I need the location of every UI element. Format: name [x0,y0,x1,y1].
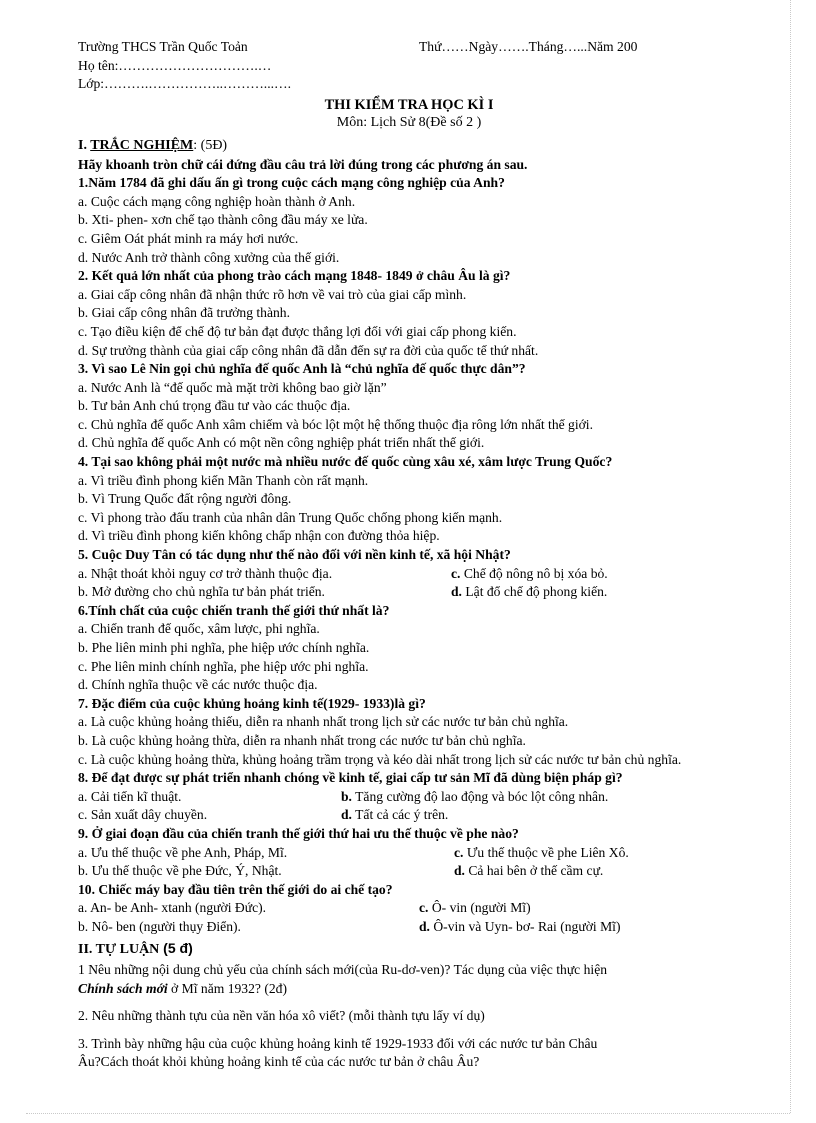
question-4: 4. Tại sao không phải một nước mà nhiều nước đế quốc cùng xâu xé, xâm lược Trung Quốc? [78,454,613,470]
question-10: 10. Chiếc máy bay đầu tiên trên thế giới do ai chế tạo? [78,881,393,897]
question-6: 6.Tính chất của cuộc chiến tranh thế giới thứ nhất là? [78,602,390,618]
class-line: Lớp:……….……………..………...…. [78,76,291,92]
answer-option[interactable] [451,565,608,584]
page-edge-bottom [26,1113,790,1114]
answer-option[interactable]: a. Ưu thế thuộc về phe Anh, Pháp, Mĩ. [78,844,288,860]
answer-option-row [78,806,740,825]
answer-option[interactable]: b. Phe liên minh phi nghĩa, phe hiệp ước chính nghĩa. [78,640,370,655]
answer-option[interactable]: d. Nước Anh trở thành công xưởng của thế giới. [78,249,340,265]
answer-option[interactable]: b. Là cuộc khủng hoảng thừa, diễn ra nhanh nhất trong các nước tư bản chủ nghĩa. [78,732,526,748]
option-letter: c. [451,565,461,581]
question-9: 9. Ở giai đoạn đầu của chiến tranh thế giới thứ hai ưu thế thuộc về phe nào? [78,825,519,841]
answer-option[interactable]: a. Cải tiến kĩ thuật. [78,788,182,804]
question-3: 3. Vì sao Lê Nin gọi chủ nghĩa đế quốc Anh là “chủ nghĩa đế quốc thực dân”? [78,361,526,377]
essay-question-1-line2 [78,980,740,999]
policy-name: Chính sách mới [78,980,168,996]
answer-option[interactable]: c. Giêm Oát phát minh ra máy hơi nước. [78,230,299,246]
answer-option[interactable]: a. Nhật thoát khỏi nguy cơ trở thành thuộc địa. [78,565,333,581]
answer-option[interactable]: b. Ưu thế thuộc về phe Đức, Ý, Nhật. [78,863,282,879]
answer-option[interactable]: a. Cuộc cách mạng công nghiệp hoàn thành ở Anh. [78,193,356,209]
answer-option[interactable]: c. Tạo điều kiện để chế độ tư bản đạt được thắng lợi đối với giai cấp phong kiến. [78,323,517,339]
answer-option[interactable]: b. Tư bản Anh chú trọng đầu tư vào các thuộc địa. [78,398,351,414]
answer-option[interactable]: a. Chiến tranh đế quốc, xâm lược, phi nghĩa. [78,621,320,637]
part1-title: TRẮC NGHIỆM [90,137,194,153]
part1-number: I. [78,137,91,153]
question-7: 7. Đặc điểm của cuộc khủng hoảng kinh tế(1929- 1933)là gì? [78,695,426,711]
essay-question-3-line2: Âu?Cách thoát khỏi khủng hoảng kinh tế của các nước tư bản ở châu Âu? [78,1054,480,1070]
question-list [78,174,740,936]
answer-option[interactable]: d. Sự trưởng thành của giai cấp công nhân đã dẫn đến sự ra đời của quốc tế thứ nhất. [78,342,539,358]
part2-heading [78,939,740,960]
answer-option[interactable] [419,918,620,937]
option-text: Tăng cường độ lao động và bóc lột công nhân. [351,788,609,804]
question-1: 1.Năm 1784 đã ghi dấu ấn gì trong cuộc cách mạng công nghiệp của Anh? [78,175,505,191]
answer-option[interactable]: c. Vì phong trào đấu tranh của nhân dân Trung Quốc chống phong kiến mạnh. [78,509,503,525]
option-letter: b. [341,788,352,804]
option-text: Lật đổ chế độ phong kiến. [461,584,608,600]
answer-option[interactable]: d. Chính nghĩa thuộc về các nước thuộc địa. [78,677,318,693]
answer-option-row [78,899,740,918]
answer-option[interactable]: c. Phe liên minh chính nghĩa, phe hiệp ước phi nghĩa. [78,658,369,674]
answer-option[interactable]: c. Chủ nghĩa đế quốc Anh xâm chiếm và bóc lột một hệ thống thuộc địa rông lớn nhất thế giới. [78,416,593,432]
option-letter: d. [451,584,462,600]
question-8: 8. Để đạt được sự phát triển nhanh chóng về kinh tế, giai cấp tư sản Mĩ đã dùng biện pháp gì? [78,770,623,786]
answer-option[interactable]: a. Giai cấp công nhân đã nhận thức rõ hơn về vai trò của giai cấp mình. [78,286,467,302]
part1-heading [78,137,740,156]
question-2: 2. Kết quả lớn nhất của phong trào cách mạng 1848- 1849 ở châu Âu là gì? [78,268,511,284]
answer-option[interactable]: d. Vì triều đình phong kiến không chấp nhận con đường thỏa hiệp. [78,528,440,544]
option-letter: d. [419,918,430,934]
answer-option[interactable]: a. Nước Anh là “đế quốc mà mặt trời không bao giờ lặn” [78,379,387,395]
option-text: Ô- vin (người Mĩ) [428,900,531,916]
answer-option[interactable]: a. Vì triều đình phong kiến Mãn Thanh còn rất mạnh. [78,472,369,488]
student-name-line: Họ tên:………………………….… [78,57,272,73]
answer-option[interactable]: c. Là cuộc khủng hoảng thừa, khủng hoảng trầm trọng và kéo dài nhất trong lịch sử các nước tư bản chủ nghĩa. [78,751,682,767]
exam-subtitle: Môn: Lịch Sử 8(Đề số 2 ) [336,115,482,131]
answer-option[interactable]: b. Nô- ben (người thụy Điển). [78,918,241,934]
answer-option[interactable] [341,806,448,825]
part1-score: : (5Đ) [193,137,228,153]
answer-option[interactable] [454,844,629,863]
part1-instruction: Hãy khoanh tròn chữ cái đứng đầu câu trả lời đúng trong các phương án sau. [78,156,528,172]
answer-option[interactable] [451,583,607,602]
essay-question-1-rest: ở Mĩ năm 1932? (2đ) [167,980,287,996]
part2-score: (5 đ) [159,939,193,956]
option-text: Ưu thế thuộc về phe Liên Xô. [463,844,629,860]
option-letter: d. [454,863,465,879]
answer-option[interactable]: a. An- be Anh- xtanh (người Đức). [78,900,267,916]
answer-option[interactable]: c. Sản xuất dây chuyền. [78,807,208,823]
answer-option-row [78,565,740,584]
answer-option[interactable] [419,899,531,918]
header-row [78,38,740,57]
answer-option-row [78,918,740,937]
answer-option[interactable]: a. Là cuộc khủng hoảng thiếu, diễn ra nhanh nhất trong lịch sử các nước tư bản chủ nghĩa. [78,714,569,730]
exam-title: THI KIỂM TRA HỌC KÌ I [324,96,494,113]
school-name: Trường THCS Trần Quốc Toản [78,39,248,54]
answer-option[interactable] [341,788,608,807]
question-5: 5. Cuộc Duy Tân có tác dụng như thế nào đối với nền kinh tế, xã hội Nhật? [78,547,511,563]
exam-page [78,38,740,1072]
option-letter: c. [454,844,464,860]
option-letter: d. [341,807,352,823]
option-text: Chế độ nông nô bị xóa bỏ. [460,565,608,581]
page-edge-right [790,0,791,1113]
part2-title: II. TỰ LUẬN [78,941,160,957]
essay-question-3-line1: 3. Trình bày những hậu của cuộc khủng hoảng kinh tế 1929-1933 đối với các nước tư bản Châu [78,1035,598,1051]
answer-option-row [78,788,740,807]
answer-option[interactable] [454,862,603,881]
essay-question-2: 2. Nêu những thành tựu của nền văn hóa xô viết? (mỗi thành tựu lấy ví dụ) [78,1008,485,1024]
answer-option-row [78,583,740,602]
answer-option[interactable]: b. Vì Trung Quốc đất rộng người đông. [78,491,292,507]
option-text: Tất cả các ý trên. [351,807,449,823]
essay-question-1-line1: 1 Nêu những nội dung chủ yếu của chính sách mới(của Ru-dơ-ven)? Tác dụng của việc thực hiện [78,962,608,978]
answer-option-row [78,862,740,881]
answer-option[interactable]: b. Xti- phen- xơn chế tạo thành công đầu máy xe lửa. [78,212,368,228]
date-line: Thứ……Ngày…….Tháng…...Năm 200 [419,39,638,54]
option-text: Ô-vin và Uyn- bơ- Rai (người Mĩ) [429,918,621,934]
answer-option[interactable]: d. Chủ nghĩa đế quốc Anh có một nền công nghiệp phát triển nhất thế giới. [78,435,485,451]
option-text: Cả hai bên ở thế cầm cự. [464,863,604,879]
answer-option[interactable]: b. Giai cấp công nhân đã trưởng thành. [78,305,290,321]
answer-option[interactable]: b. Mở đường cho chủ nghĩa tư bản phát triển. [78,584,325,600]
option-letter: c. [419,900,429,916]
answer-option-row [78,844,740,863]
